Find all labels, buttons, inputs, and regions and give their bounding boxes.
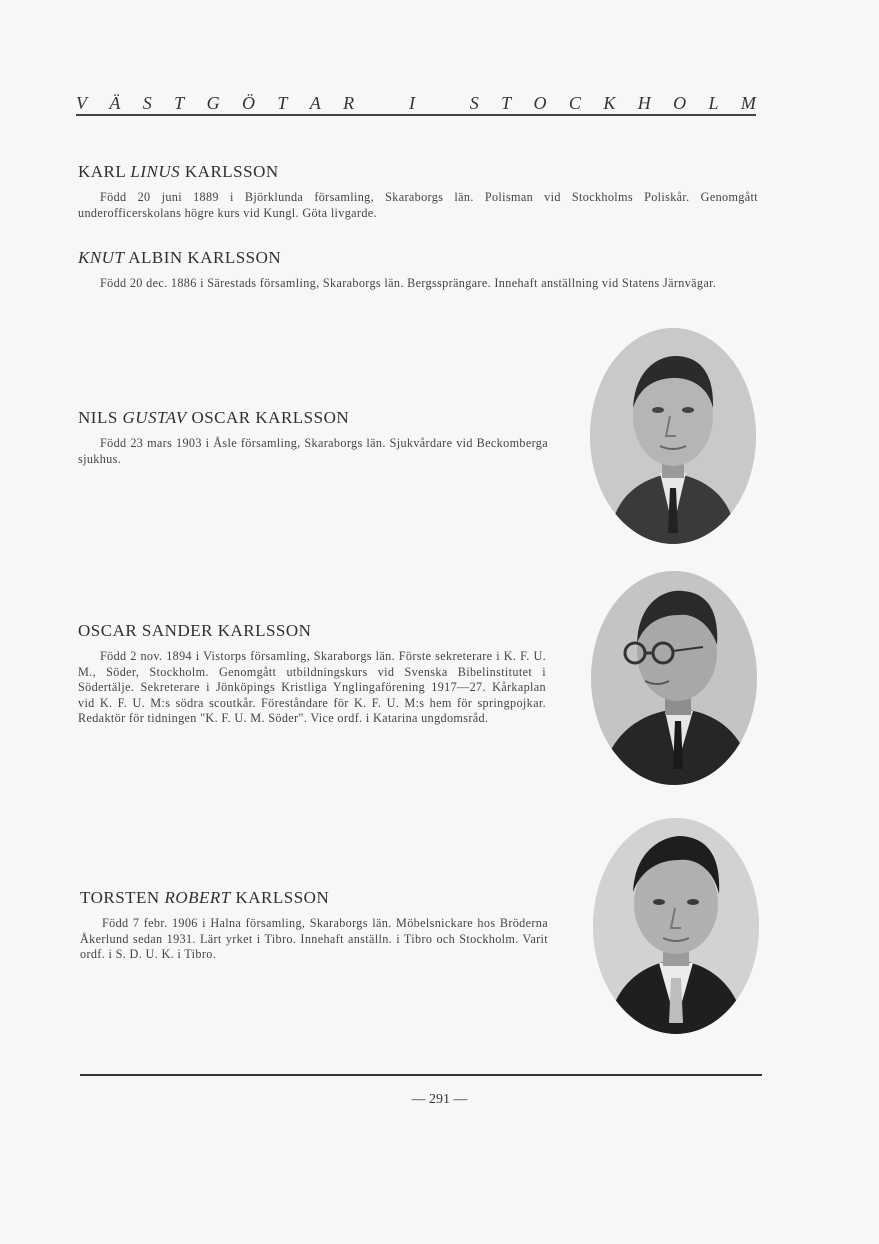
- person-name: [80, 888, 548, 908]
- running-head-letter: C: [568, 93, 581, 113]
- name-part: KARLSSON: [230, 888, 330, 907]
- bio-text: Född 20 juni 1889 i Björklunda församling, Skaraborgs län. Polisman vid Stockholms Poliskår. Genomgått underofficerskolans högre kurs vid Kungl. Göta livgarde.: [78, 190, 758, 220]
- name-part: TORSTEN: [80, 888, 165, 907]
- running-head-letter: T: [501, 93, 512, 113]
- biography-entry: [78, 408, 548, 467]
- portrait-photo: [590, 328, 756, 544]
- name-part: KARL: [78, 162, 131, 181]
- person-bio: [78, 436, 548, 467]
- name-part-italic: LINUS: [130, 162, 181, 181]
- running-head-letter: Ä: [109, 93, 121, 113]
- name-part-italic: GUSTAV: [122, 408, 187, 427]
- running-head-letter: S: [469, 93, 479, 113]
- person-bio: [78, 190, 758, 221]
- running-head: [76, 88, 756, 114]
- running-head-letter: H: [637, 93, 651, 113]
- name-part: OSCAR KARLSSON: [186, 408, 350, 427]
- person-bio: [78, 276, 758, 292]
- page-number: — 291 —: [411, 1092, 468, 1107]
- running-head-letter: T: [174, 93, 185, 113]
- bio-text: Född 23 mars 1903 i Åsle församling, Skaraborgs län. Sjukvårdare vid Beckomberga sjukhus.: [78, 436, 548, 466]
- name-part: OSCAR SANDER KARLSSON: [78, 621, 312, 640]
- running-head-letter: I: [408, 93, 415, 113]
- running-head-letter: V: [76, 93, 87, 113]
- person-name: [78, 248, 758, 268]
- running-head-letter: R: [343, 93, 355, 113]
- running-head-letter: G: [206, 93, 220, 113]
- running-head-letter: S: [142, 93, 152, 113]
- name-part: ALBIN KARLSSON: [124, 248, 282, 267]
- running-head-letter: T: [277, 93, 288, 113]
- portrait-photo: [593, 818, 759, 1034]
- person-name: [78, 162, 758, 182]
- bio-text: Född 20 dec. 1886 i Särestads församling, Skaraborgs län. Bergssprängare. Innehaft anställning vid Statens Järnvägar.: [100, 276, 717, 290]
- running-head-letter: O: [673, 93, 687, 113]
- name-part: NILS: [78, 408, 123, 427]
- person-bio: [80, 916, 548, 963]
- person-bio: [78, 649, 546, 727]
- biography-entry: [78, 248, 758, 292]
- running-head-letter: A: [309, 93, 321, 113]
- running-head-letter: O: [533, 93, 547, 113]
- running-head-letter: Ö: [241, 93, 255, 113]
- running-head-letter: M: [740, 93, 756, 113]
- name-part-italic: KNUT: [78, 248, 125, 267]
- footer-rule: [80, 1074, 762, 1076]
- bio-text: Född 2 nov. 1894 i Vistorps församling, Skaraborgs län. Förste sekreterare i K. F. U. M., Söder, Stockholm. Genomgått utbildningskurs vid Svenska Bibelinstitutet i Södertälje. Sekreterare i Jönköpings Kristliga Ynglingaförening 1917—27. Kårkaplan vid K. F. U. M:s södra scoutkår. Föreståndare för K. F. U. M:s hem för springpojkar. Redaktör för tidningen "K. F. U. M. Söder". Vice ordf. i Katarina ungdomsråd.: [78, 649, 546, 725]
- biography-entry: [78, 621, 546, 727]
- portrait-photo: [591, 571, 757, 785]
- name-part-italic: ROBERT: [164, 888, 231, 907]
- running-head-letter: K: [603, 93, 616, 113]
- person-name: [78, 621, 546, 641]
- person-name: [78, 408, 548, 428]
- name-part: KARLSSON: [180, 162, 279, 181]
- bio-text: Född 7 febr. 1906 i Halna församling, Skaraborgs län. Möbelsnickare hos Bröderna Åkerlund sedan 1931. Lärt yrket i Tibro. Innehaft anställn. i Tibro och Stockholm. Varit ordf. i S. D. U. K. i Tibro.: [80, 916, 548, 961]
- biography-entry: [80, 888, 548, 963]
- header-rule: [76, 114, 756, 116]
- running-head-letter: L: [708, 93, 719, 113]
- biography-entry: [78, 162, 758, 221]
